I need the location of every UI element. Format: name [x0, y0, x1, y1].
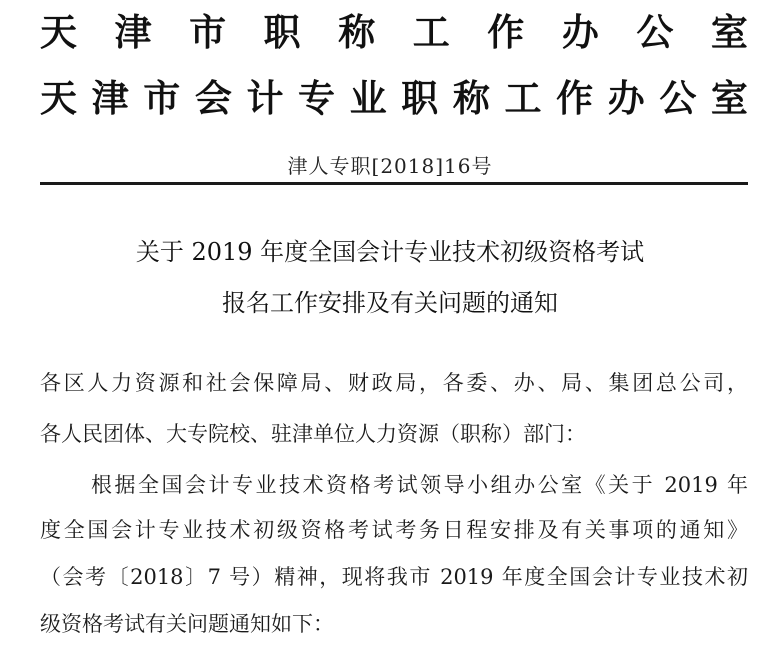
notice-title-line-1: 关于 2019 年度全国会计专业技术初级资格考试	[135, 238, 645, 266]
org-name-char: 办	[561, 11, 599, 54]
org-name-char: 称	[452, 77, 490, 120]
document-number: 津人专职[2018]16号	[287, 154, 493, 178]
org-name-char: 称	[338, 11, 376, 54]
org-name-char: 办	[607, 77, 645, 120]
org-name-char: 职	[401, 77, 439, 120]
org-name-char: 作	[487, 11, 525, 54]
org-name-char: 专	[298, 77, 336, 120]
org-name-char: 市	[143, 77, 181, 120]
org-name-char: 计	[246, 77, 284, 120]
org-name-char: 公	[659, 77, 697, 120]
org-name-char: 业	[349, 77, 387, 120]
org-name-char: 室	[710, 77, 748, 120]
org-name-char: 天	[40, 11, 77, 54]
org-name-char: 天	[40, 77, 77, 120]
header-divider	[40, 182, 748, 185]
org-name-char: 室	[710, 11, 748, 54]
org-name-char: 津	[91, 77, 129, 120]
org-name-char: 工	[504, 77, 542, 120]
org-name-char: 市	[189, 11, 227, 54]
org-name-char: 工	[412, 11, 450, 54]
org-name-char: 公	[636, 11, 674, 54]
org-name-char: 作	[556, 77, 594, 120]
body-paragraph-line-3: （会考〔2018〕7 号）精神，现将我市 2019 年度全国会计专业技术初	[40, 565, 748, 589]
issuing-org-line-2	[40, 77, 748, 120]
addressee-line-1: 各区人力资源和社会保障局、财政局，各委、办、局、集团总公司，	[40, 371, 748, 395]
body-paragraph-line-4: 级资格考试有关问题通知如下：	[40, 612, 334, 636]
org-name-char: 津	[114, 11, 152, 54]
org-name-char: 会	[194, 77, 232, 120]
body-paragraph-line-2: 度全国会计专业技术初级资格考试考务日程安排及有关事项的通知》	[40, 518, 748, 542]
issuing-org-line-1	[40, 11, 748, 54]
notice-title-line-2: 报名工作安排及有关问题的通知	[222, 289, 558, 317]
org-name-char: 职	[263, 11, 301, 54]
body-paragraph-line-1: 根据全国会计专业技术资格考试领导小组办公室《关于 2019 年	[91, 473, 748, 497]
addressee-line-2: 各人民团体、大专院校、驻津单位人力资源（职称）部门：	[40, 422, 586, 446]
